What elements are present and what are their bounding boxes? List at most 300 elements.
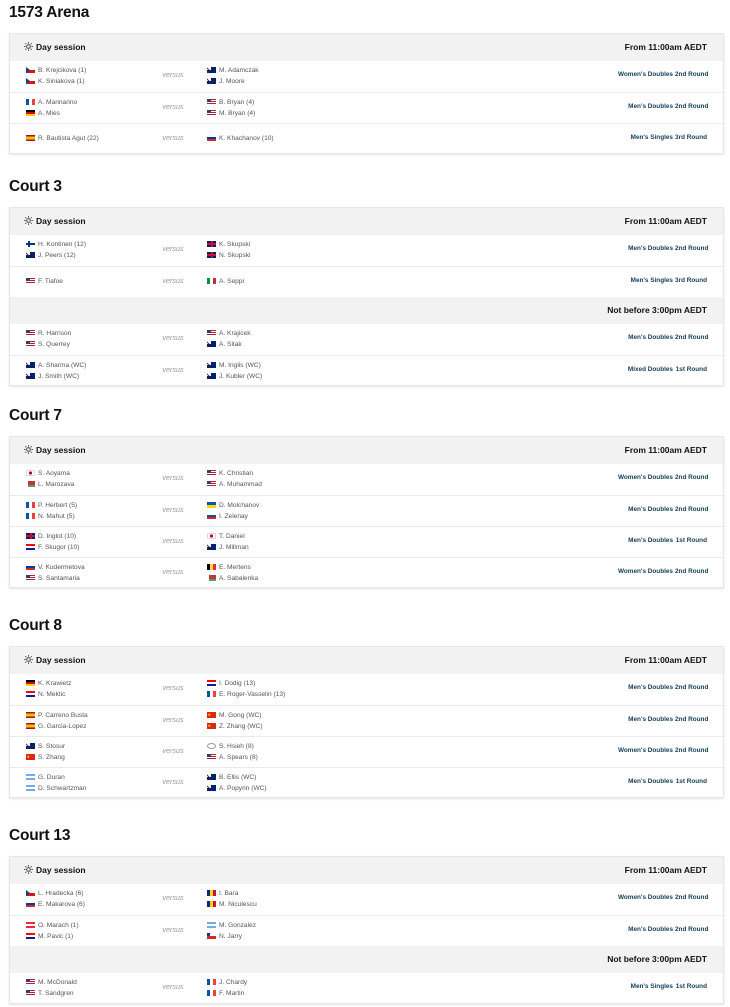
away-player[interactable] (207, 542, 249, 553)
player-name[interactable]: R. Harrison (38, 330, 72, 337)
es-flag-icon (26, 723, 35, 729)
home-player[interactable] (26, 977, 77, 988)
away-player[interactable] (207, 710, 262, 721)
player-name[interactable]: S. Zhang (38, 754, 65, 761)
fr-flag-icon (26, 513, 35, 519)
away-player[interactable] (207, 371, 262, 382)
away-player[interactable] (207, 328, 251, 339)
player-name[interactable]: J. Millman (219, 544, 249, 551)
home-player[interactable] (26, 689, 65, 700)
session-header (10, 208, 723, 235)
home-player[interactable] (26, 500, 77, 511)
match-row[interactable] (10, 266, 723, 297)
player-name[interactable]: A. Seppi (219, 278, 244, 285)
court-schedule-card (9, 207, 724, 386)
player-name[interactable]: A. Muhammad (219, 481, 262, 488)
event-name: Mixed Doubles (627, 366, 673, 373)
sun-icon (24, 209, 33, 218)
cn-flag-icon (26, 754, 35, 760)
session-start-time: Not before 3:00pm AEDT (607, 954, 707, 964)
player-name[interactable]: M. McDonald (38, 979, 77, 986)
home-player[interactable] (26, 108, 60, 119)
round-name: 2nd Round (675, 474, 709, 481)
player-name[interactable]: A. Sabalenka (219, 575, 259, 582)
by-flag-icon (26, 481, 35, 487)
away-player[interactable] (207, 76, 245, 87)
us-flag-icon (26, 330, 35, 336)
court-schedule-card (9, 33, 724, 154)
session-start-time: From 11:00am AEDT (624, 42, 707, 52)
event-name: Men's Doubles (628, 926, 673, 933)
au-flag-icon (207, 67, 216, 73)
court-schedule-card (9, 436, 724, 588)
es-flag-icon (26, 712, 35, 718)
ro-flag-icon (207, 890, 216, 896)
court-title: Court 7 (9, 407, 62, 424)
player-name[interactable]: G. Duran (38, 774, 65, 781)
home-player[interactable] (26, 97, 77, 108)
fr-flag-icon (26, 502, 35, 508)
versus-label: versus (162, 244, 184, 253)
event-name: Men's Singles (630, 134, 673, 141)
round-name: 2nd Round (675, 103, 709, 110)
away-player[interactable] (207, 97, 254, 108)
player-name[interactable]: M. Bryan (4) (219, 110, 256, 117)
au-flag-icon (26, 362, 35, 368)
cz-flag-icon (26, 67, 35, 73)
round-name: 2nd Round (675, 568, 709, 575)
away-player[interactable] (207, 511, 248, 522)
away-player[interactable] (207, 65, 259, 76)
fr-flag-icon (207, 979, 216, 985)
ar-flag-icon (26, 785, 35, 791)
player-name[interactable]: E. Roger-Vasselin (13) (219, 691, 286, 698)
away-player[interactable] (207, 531, 245, 542)
event-name: Men's Doubles (628, 537, 673, 544)
player-name[interactable]: A. Sitak (219, 341, 242, 348)
home-player[interactable] (26, 276, 63, 287)
away-player[interactable] (207, 250, 251, 261)
away-player[interactable] (207, 977, 247, 988)
home-player[interactable] (26, 920, 79, 931)
ar-flag-icon (26, 774, 35, 780)
session-header (10, 647, 723, 674)
session-label: Day session (36, 865, 86, 875)
player-name[interactable]: A. Mannarino (38, 99, 78, 106)
player-name[interactable]: P. Carreno Busta (38, 712, 88, 719)
sun-icon (24, 858, 33, 867)
session-header (10, 857, 723, 884)
round-name: 1st Round (675, 778, 707, 785)
us-flag-icon (207, 754, 216, 760)
home-player[interactable] (26, 741, 65, 752)
player-name[interactable]: S. Hsieh (8) (219, 743, 254, 750)
match-row[interactable] (10, 973, 723, 1004)
player-name[interactable]: A. Mies (38, 110, 60, 117)
versus-label: versus (162, 505, 184, 514)
session-header (10, 34, 723, 61)
home-player[interactable] (26, 721, 86, 732)
match-row[interactable] (10, 557, 723, 588)
event-name: Women's Doubles (617, 474, 673, 481)
au-flag-icon (26, 373, 35, 379)
away-player[interactable] (207, 239, 250, 250)
home-player[interactable] (26, 783, 86, 794)
player-name[interactable]: N. Jarry (219, 933, 243, 940)
player-name[interactable]: Z. Zhang (WC) (219, 723, 263, 730)
us-flag-icon (207, 481, 216, 487)
player-name[interactable]: E. Mertens (219, 564, 251, 571)
player-name[interactable]: I. Dodig (13) (219, 680, 256, 687)
home-player[interactable] (26, 562, 85, 573)
match-row[interactable] (10, 884, 723, 915)
round-name: 2nd Round (675, 245, 709, 252)
versus-label: versus (162, 746, 184, 755)
away-player[interactable] (207, 678, 255, 689)
session-name (24, 857, 86, 884)
home-player[interactable] (26, 133, 99, 144)
tpe-flag-icon (207, 743, 216, 749)
session-header (10, 946, 723, 973)
au-flag-icon (207, 362, 216, 368)
home-player[interactable] (26, 888, 83, 899)
round-name: 2nd Round (675, 71, 709, 78)
event-name: Men's Doubles (628, 716, 673, 723)
court-title: 1573 Arena (9, 4, 90, 21)
fr-flag-icon (207, 990, 216, 996)
round-name: 2nd Round (675, 684, 709, 691)
session-start-time: From 11:00am AEDT (624, 445, 707, 455)
player-name[interactable]: B. Krejcikova (1) (38, 67, 87, 74)
home-player[interactable] (26, 899, 85, 910)
player-name[interactable]: A. Spears (8) (219, 754, 258, 761)
player-name[interactable]: M. Gong (WC) (219, 712, 262, 719)
round-name: 2nd Round (675, 716, 709, 723)
player-name[interactable]: O. Marach (1) (38, 922, 79, 929)
match-row[interactable] (10, 767, 723, 798)
away-player[interactable] (207, 899, 257, 910)
session-start-time: From 11:00am AEDT (624, 655, 707, 665)
versus-label: versus (162, 925, 184, 934)
home-player[interactable] (26, 76, 85, 87)
away-player[interactable] (207, 562, 251, 573)
cn-flag-icon (207, 712, 216, 718)
versus-label: versus (162, 777, 184, 786)
session-name (24, 647, 86, 674)
match-row[interactable] (10, 464, 723, 495)
ru-flag-icon (26, 901, 35, 907)
player-name[interactable]: N. Mektic (38, 691, 66, 698)
home-player[interactable] (26, 931, 73, 942)
fi-flag-icon (26, 241, 35, 247)
at-flag-icon (26, 922, 35, 928)
home-player[interactable] (26, 479, 74, 490)
home-player[interactable] (26, 360, 86, 371)
event-name: Men's Singles (630, 277, 673, 284)
gb-flag-icon (207, 252, 216, 258)
by-flag-icon (207, 575, 216, 581)
session-start-time: From 11:00am AEDT (624, 216, 707, 226)
round-name: 1st Round (675, 537, 707, 544)
home-player[interactable] (26, 239, 86, 250)
match-row[interactable] (10, 324, 723, 355)
player-name[interactable]: K. Christian (219, 470, 254, 477)
au-flag-icon (26, 252, 35, 258)
us-flag-icon (26, 979, 35, 985)
hr-flag-icon (207, 680, 216, 686)
au-flag-icon (207, 341, 216, 347)
player-name[interactable]: I. Bara (219, 890, 239, 897)
home-player[interactable] (26, 328, 71, 339)
event-name: Men's Doubles (628, 684, 673, 691)
session-name (24, 208, 86, 235)
player-name[interactable]: F. Skugor (10) (38, 544, 80, 551)
sun-icon (24, 648, 33, 657)
round-name: 1st Round (675, 983, 707, 990)
cl-flag-icon (207, 933, 216, 939)
player-name[interactable]: F. Martin (219, 990, 245, 997)
player-name[interactable]: L. Hradecka (6) (38, 890, 84, 897)
es-flag-icon (26, 135, 35, 141)
away-player[interactable] (207, 339, 242, 350)
versus-label: versus (162, 102, 184, 111)
ru-flag-icon (26, 564, 35, 570)
ar-flag-icon (207, 922, 216, 928)
round-name: 2nd Round (675, 506, 709, 513)
round-name: 2nd Round (675, 894, 709, 901)
away-player[interactable] (207, 689, 285, 700)
session-name (24, 437, 86, 464)
court-schedule-card (9, 646, 724, 798)
away-player[interactable] (207, 360, 261, 371)
us-flag-icon (207, 99, 216, 105)
player-name[interactable]: S. Aoyama (38, 470, 70, 477)
versus-label: versus (162, 365, 184, 374)
player-name[interactable]: B. Bryan (4) (219, 99, 255, 106)
player-name[interactable]: A. Popyrin (WC) (219, 785, 267, 792)
au-flag-icon (207, 774, 216, 780)
home-player[interactable] (26, 339, 70, 350)
versus-label: versus (162, 567, 184, 576)
home-player[interactable] (26, 573, 80, 584)
round-name: 1st Round (675, 366, 707, 373)
away-player[interactable] (207, 783, 267, 794)
home-player[interactable] (26, 752, 65, 763)
match-row[interactable] (10, 235, 723, 266)
us-flag-icon (207, 330, 216, 336)
session-label: Day session (36, 216, 86, 226)
away-player[interactable] (207, 133, 274, 144)
match-row[interactable] (10, 674, 723, 705)
session-header (10, 437, 723, 464)
event-name: Men's Singles (630, 983, 673, 990)
event-name: Women's Doubles (617, 71, 673, 78)
player-name[interactable]: L. Marozava (38, 481, 75, 488)
player-name[interactable]: A. Sharma (WC) (38, 362, 87, 369)
player-name[interactable]: J. Peers (12) (38, 252, 76, 259)
player-name[interactable]: K. Krawietz (38, 680, 72, 687)
away-player[interactable] (207, 276, 244, 287)
player-name[interactable]: G. Garcia-Lopez (38, 723, 87, 730)
match-row[interactable] (10, 915, 723, 946)
match-row[interactable] (10, 123, 723, 154)
player-name[interactable]: D. Schwartzman (38, 785, 87, 792)
event-name: Men's Doubles (628, 103, 673, 110)
match-row[interactable] (10, 355, 723, 386)
hr-flag-icon (26, 691, 35, 697)
player-name[interactable]: A. Krajicek (219, 330, 251, 337)
us-flag-icon (26, 278, 35, 284)
away-player[interactable] (207, 108, 255, 119)
session-header (10, 297, 723, 324)
player-name[interactable]: N. Skupski (219, 252, 251, 259)
player-name[interactable]: T. Daniel (219, 533, 245, 540)
player-name[interactable]: N. Mahut (5) (38, 513, 75, 520)
de-flag-icon (26, 110, 35, 116)
au-flag-icon (26, 743, 35, 749)
au-flag-icon (207, 785, 216, 791)
sun-icon (24, 438, 33, 447)
player-name[interactable]: M. Inglis (WC) (219, 362, 261, 369)
player-name[interactable]: D. Inglot (10) (38, 533, 77, 540)
player-name[interactable]: H. Kontinen (12) (38, 241, 87, 248)
player-name[interactable]: D. Molchanov (219, 502, 260, 509)
event-name: Women's Doubles (617, 568, 673, 575)
player-name[interactable]: M. Pavic (1) (38, 933, 74, 940)
player-name[interactable]: S. Stosur (38, 743, 66, 750)
player-name[interactable]: J. Smith (WC) (38, 373, 80, 380)
player-name[interactable]: E. Makarova (6) (38, 901, 85, 908)
match-row[interactable] (10, 61, 723, 92)
round-name: 2nd Round (675, 926, 709, 933)
player-name[interactable]: R. Bautista Agut (22) (38, 135, 99, 142)
away-player[interactable] (207, 752, 258, 763)
player-name[interactable]: K. Siniakova (1) (38, 78, 85, 85)
away-player[interactable] (207, 931, 242, 942)
session-label: Day session (36, 445, 86, 455)
jp-flag-icon (26, 470, 35, 476)
us-flag-icon (26, 341, 35, 347)
away-player[interactable] (207, 479, 262, 490)
player-name[interactable]: M. Niculescu (219, 901, 257, 908)
versus-label: versus (162, 683, 184, 692)
player-name[interactable]: B. Ellis (WC) (219, 774, 257, 781)
versus-label: versus (162, 133, 184, 142)
player-name[interactable]: M. Adamczak (219, 67, 259, 74)
cz-flag-icon (26, 890, 35, 896)
player-name[interactable]: J. Kubler (WC) (219, 373, 263, 380)
home-player[interactable] (26, 542, 79, 553)
home-player[interactable] (26, 65, 86, 76)
home-player[interactable] (26, 678, 71, 689)
home-player[interactable] (26, 988, 74, 999)
fr-flag-icon (26, 99, 35, 105)
hr-flag-icon (26, 544, 35, 550)
hr-flag-icon (26, 933, 35, 939)
player-name[interactable]: I. Zelenay (219, 513, 248, 520)
cn-flag-icon (207, 723, 216, 729)
player-name[interactable]: S. Querrey (38, 341, 70, 348)
home-player[interactable] (26, 371, 79, 382)
court-title: Court 13 (9, 827, 71, 844)
us-flag-icon (207, 110, 216, 116)
away-player[interactable] (207, 721, 263, 732)
cz-flag-icon (26, 78, 35, 84)
home-player[interactable] (26, 468, 70, 479)
home-player[interactable] (26, 511, 75, 522)
fr-flag-icon (207, 691, 216, 697)
player-name[interactable]: J. Moore (219, 78, 245, 85)
player-name[interactable]: M. Gonzalez (219, 922, 257, 929)
match-row[interactable] (10, 705, 723, 736)
versus-label: versus (162, 333, 184, 342)
home-player[interactable] (26, 250, 76, 261)
sun-icon (24, 35, 33, 44)
event-name: Men's Doubles (628, 245, 673, 252)
au-flag-icon (207, 78, 216, 84)
player-name[interactable]: T. Sandgren (38, 990, 74, 997)
home-player[interactable] (26, 531, 76, 542)
session-name (24, 34, 86, 61)
player-name[interactable]: F. Tiafoe (38, 278, 63, 285)
be-flag-icon (207, 564, 216, 570)
ru-flag-icon (207, 135, 216, 141)
event-name: Women's Doubles (617, 747, 673, 754)
event-name: Men's Doubles (628, 334, 673, 341)
gb-flag-icon (207, 241, 216, 247)
versus-label: versus (162, 715, 184, 724)
versus-label: versus (162, 70, 184, 79)
player-name[interactable]: S. Santamaria (38, 575, 80, 582)
it-flag-icon (207, 278, 216, 284)
player-name[interactable]: K. Skupski (219, 241, 251, 248)
us-flag-icon (26, 990, 35, 996)
au-flag-icon (207, 544, 216, 550)
round-name: 3rd Round (675, 277, 707, 284)
event-name: Men's Doubles (628, 778, 673, 785)
away-player[interactable] (207, 888, 238, 899)
away-player[interactable] (207, 772, 256, 783)
player-name[interactable]: P. Herbert (5) (38, 502, 78, 509)
home-player[interactable] (26, 710, 88, 721)
player-name[interactable]: V. Kudermetova (38, 564, 85, 571)
ro-flag-icon (207, 901, 216, 907)
us-flag-icon (26, 575, 35, 581)
match-row[interactable] (10, 736, 723, 767)
versus-label: versus (162, 893, 184, 902)
home-player[interactable] (26, 772, 65, 783)
match-row[interactable] (10, 495, 723, 526)
away-player[interactable] (207, 468, 253, 479)
away-player[interactable] (207, 500, 259, 511)
versus-label: versus (162, 982, 184, 991)
match-row[interactable] (10, 92, 723, 123)
versus-label: versus (162, 536, 184, 545)
round-name: 2nd Round (675, 334, 709, 341)
player-name[interactable]: K. Khachanov (10) (219, 135, 274, 142)
away-player[interactable] (207, 741, 254, 752)
player-name[interactable]: J. Chardy (219, 979, 248, 986)
versus-label: versus (162, 276, 184, 285)
away-player[interactable] (207, 573, 258, 584)
away-player[interactable] (207, 988, 244, 999)
versus-label: versus (162, 473, 184, 482)
session-start-time: From 11:00am AEDT (624, 865, 707, 875)
match-row[interactable] (10, 526, 723, 557)
court-title: Court 3 (9, 178, 62, 195)
round-name: 2nd Round (675, 747, 709, 754)
away-player[interactable] (207, 920, 256, 931)
